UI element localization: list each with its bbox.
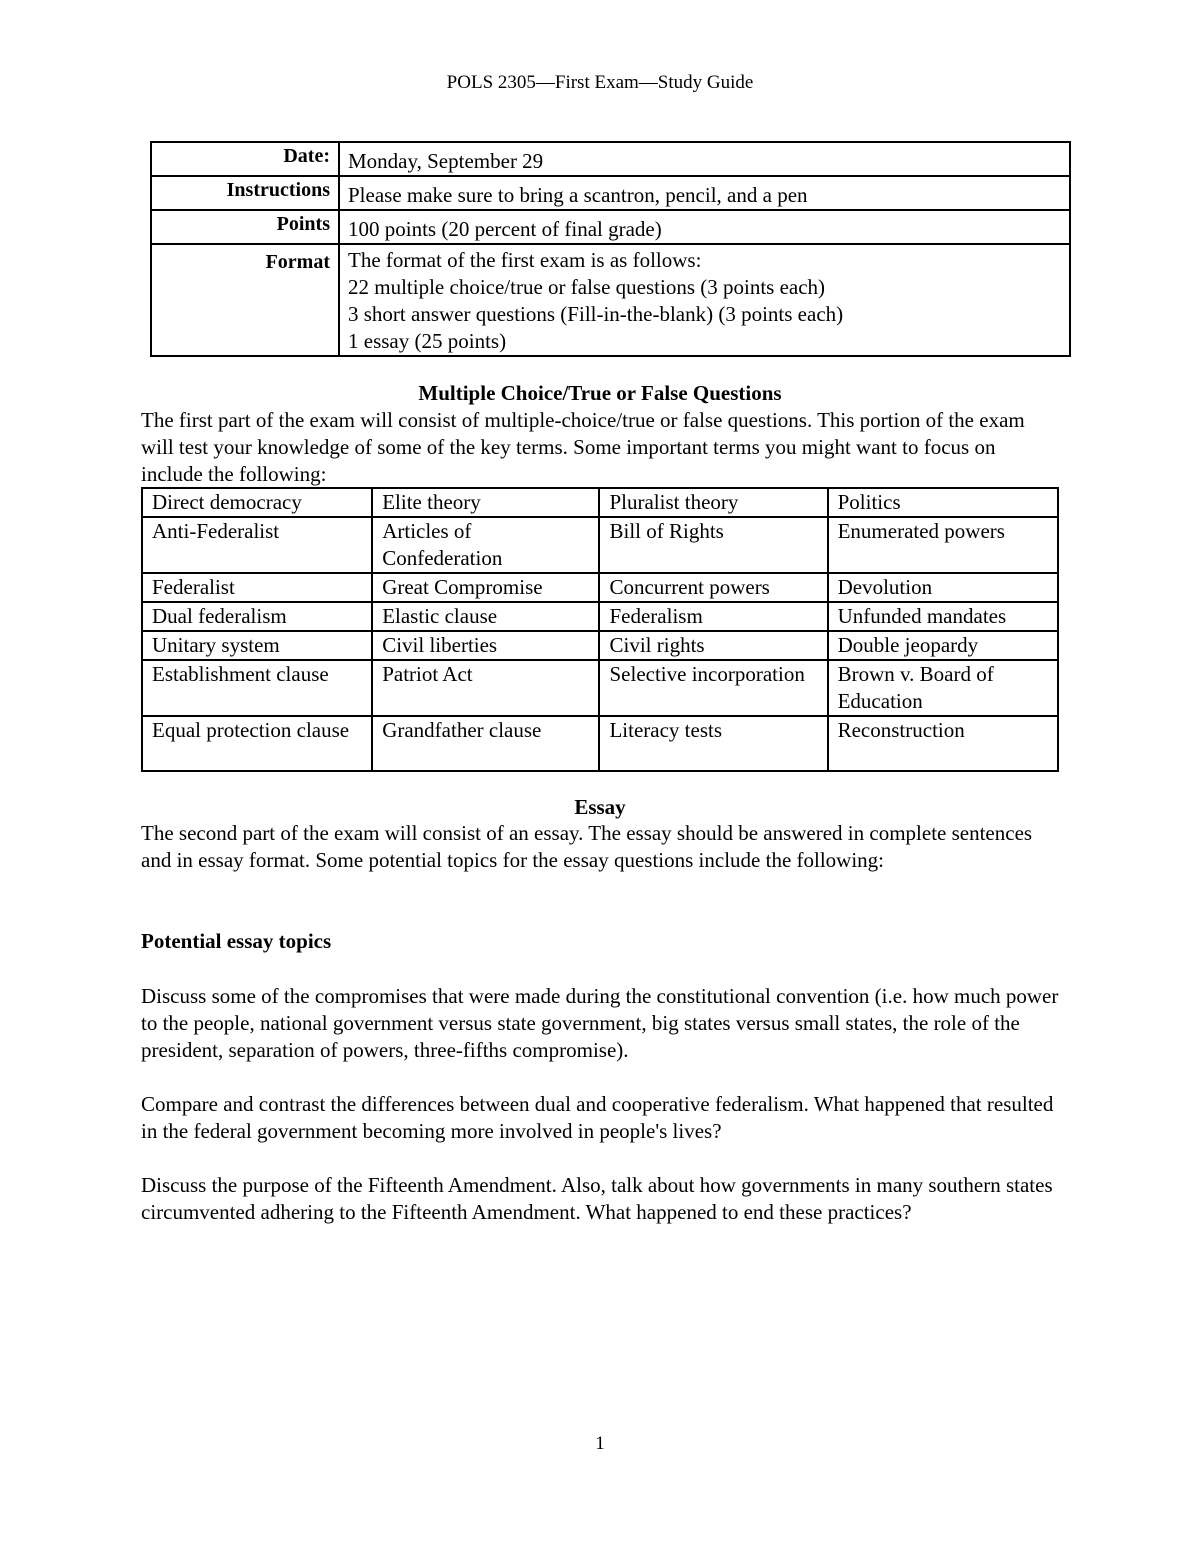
term-cell: Grandfather clause — [372, 716, 599, 771]
term-cell: Unfunded mandates — [828, 602, 1058, 631]
term-cell: Double jeopardy — [828, 631, 1058, 660]
terms-row — [142, 517, 1058, 573]
term-cell: Great Compromise — [372, 573, 599, 602]
mc-section-intro: The first part of the exam will consist of multiple-choice/true or false questions. This portion of the exam will test your knowledge of some of the key terms. Some important terms you might want to focus on include the following: — [141, 408, 1025, 486]
term-cell: Elite theory — [372, 488, 599, 517]
terms-row — [142, 716, 1058, 771]
term-cell: Civil liberties — [372, 631, 599, 660]
terms-row — [142, 488, 1058, 517]
term-cell: Articles of Confederation — [372, 517, 599, 573]
exam-info-table — [150, 141, 1071, 357]
term-cell: Enumerated powers — [828, 517, 1058, 573]
page-header: POLS 2305—First Exam—Study Guide — [446, 72, 754, 93]
term-cell: Equal protection clause — [142, 716, 372, 771]
format-line: The format of the first exam is as follows: — [348, 248, 702, 272]
essay-topics-heading: Potential essay topics — [141, 929, 332, 953]
term-cell: Civil rights — [599, 631, 827, 660]
terms-row — [142, 631, 1058, 660]
terms-row — [142, 573, 1058, 602]
term-cell: Devolution — [828, 573, 1058, 602]
essay-topic-1: Discuss some of the compromises that were made during the constitutional convention (i.e. how much power to the people, national government versus state government, big states versus small states, the role of the president, separation of powers, three-fifths compromise). — [141, 984, 1059, 1062]
points-value: 100 points (20 percent of final grade) — [339, 210, 1070, 244]
format-value — [339, 244, 1070, 356]
points-label: Points — [151, 210, 339, 244]
term-cell: Concurrent powers — [599, 573, 827, 602]
format-line: 1 essay (25 points) — [348, 329, 507, 353]
essay-section-title: Essay — [574, 795, 626, 819]
instructions-value: Please make sure to bring a scantron, pencil, and a pen — [339, 176, 1070, 210]
term-cell: Federalist — [142, 573, 372, 602]
info-row-date — [151, 142, 1070, 176]
page-number: 1 — [595, 1433, 605, 1454]
term-cell: Brown v. Board of Education — [828, 660, 1058, 716]
essay-topic-3: Discuss the purpose of the Fifteenth Amendment. Also, talk about how governments in many southern states circumvented adhering to the Fifteenth Amendment. What happened to end these practices? — [141, 1173, 1053, 1224]
date-value: Monday, September 29 — [339, 142, 1070, 176]
essay-topic-2: Compare and contrast the differences between dual and cooperative federalism. What happened that resulted in the federal government becoming more involved in people's lives? — [141, 1092, 1054, 1143]
term-cell: Patriot Act — [372, 660, 599, 716]
date-label: Date: — [151, 142, 339, 176]
info-row-instructions — [151, 176, 1070, 210]
term-cell: Selective incorporation — [599, 660, 827, 716]
term-cell: Literacy tests — [599, 716, 827, 771]
format-line: 22 multiple choice/true or false questions (3 points each) — [348, 275, 826, 299]
info-row-format — [151, 244, 1070, 356]
term-cell: Pluralist theory — [599, 488, 827, 517]
instructions-label: Instructions — [151, 176, 339, 210]
term-cell: Anti-Federalist — [142, 517, 372, 573]
format-line: 3 short answer questions (Fill-in-the-blank) (3 points each) — [348, 302, 844, 326]
term-cell: Bill of Rights — [599, 517, 827, 573]
term-cell: Direct democracy — [142, 488, 372, 517]
format-label: Format — [151, 244, 339, 356]
term-cell: Unitary system — [142, 631, 372, 660]
essay-section-intro: The second part of the exam will consist of an essay. The essay should be answered in complete sentences and in essay format. Some potential topics for the essay questions include the following: — [141, 821, 1033, 872]
term-cell: Reconstruction — [828, 716, 1058, 771]
term-cell: Politics — [828, 488, 1058, 517]
mc-section-title: Multiple Choice/True or False Questions — [418, 381, 782, 405]
info-row-points — [151, 210, 1070, 244]
key-terms-table — [141, 487, 1059, 772]
terms-row — [142, 660, 1058, 716]
term-cell: Federalism — [599, 602, 827, 631]
term-cell: Dual federalism — [142, 602, 372, 631]
terms-row — [142, 602, 1058, 631]
term-cell: Elastic clause — [372, 602, 599, 631]
term-cell: Establishment clause — [142, 660, 372, 716]
